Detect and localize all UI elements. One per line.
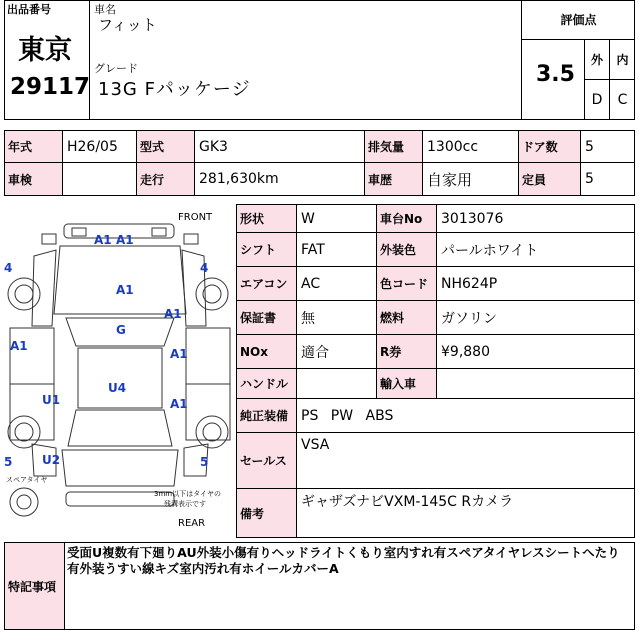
mark-front-a1-left: A1 — [94, 233, 112, 247]
tire-note-2: 残溝表示です — [164, 500, 206, 508]
front-text: FRONT — [178, 212, 213, 223]
model: GK3 — [195, 131, 365, 163]
mark-hood: A1 — [116, 283, 134, 297]
grade: 13G Fパッケージ — [98, 79, 251, 100]
year-label: 年式 — [5, 131, 63, 163]
remarks-text: 受面U複数有下廻りAU外装小傷有りヘッドライトくもり室内すれ有スペアタイヤレスシートへたり有外装うすい線キズ室内汚れ有ホイールカバーA — [67, 545, 620, 576]
mark-rear-door-right: A1 — [170, 397, 188, 411]
grade-label: グレード — [94, 62, 138, 75]
color-code: NH624P — [437, 267, 634, 301]
car-name-label: 車名 — [94, 3, 116, 16]
import-label: 輸入車 — [377, 369, 437, 399]
int-grade: C — [609, 80, 635, 120]
chassis: 3013076 — [437, 205, 634, 233]
damage-diagram — [4, 206, 236, 534]
rear-text: REAR — [178, 518, 206, 529]
ac-label: エアコン — [237, 267, 297, 301]
steering-label: ハンドル — [237, 369, 297, 399]
history: 自家用 — [423, 163, 519, 195]
notes-label: 備考 — [237, 489, 297, 537]
inspection — [63, 163, 137, 195]
year: H26/05 — [63, 131, 137, 163]
nox-label: NOx — [237, 335, 297, 369]
details-table — [236, 204, 635, 538]
notes: ギャザズナビVXM-145C Rカメラ — [301, 494, 514, 510]
mileage: 281,630km — [195, 163, 365, 195]
doors: 5 — [581, 131, 634, 163]
lot-number-cell — [4, 0, 90, 120]
inspection-label: 車検 — [5, 163, 63, 195]
import — [437, 369, 634, 399]
color: パールホワイト — [437, 233, 634, 267]
car-name-cell — [90, 0, 522, 120]
mark-left-fender: A1 — [10, 339, 28, 353]
displacement-label: 排気量 — [365, 131, 423, 163]
recycle-label: R券 — [377, 335, 437, 369]
score-label: 評価点 — [522, 0, 635, 40]
mark-tire-fl: 4 — [4, 261, 13, 275]
car-name: フィット — [98, 16, 157, 34]
mark-tire-rl: 5 — [4, 455, 13, 469]
score-cell — [522, 0, 635, 120]
tire-note-1: 3mm以下はタイヤの — [154, 490, 221, 498]
fuel: ガソリン — [437, 301, 634, 335]
doors-label: ドア数 — [519, 131, 581, 163]
fuel-label: 燃料 — [377, 301, 437, 335]
shape-label: 形状 — [237, 205, 297, 233]
mark-tire-fr: 4 — [200, 261, 209, 275]
specs-table — [4, 130, 635, 196]
sales: VSA — [297, 433, 634, 489]
nox: 適合 — [297, 335, 377, 369]
shift-label: シフト — [237, 233, 297, 267]
mark-right-door: A1 — [170, 347, 188, 361]
ac: AC — [297, 267, 377, 301]
mark-tire-rr: 5 — [200, 455, 209, 469]
mileage-label: 走行 — [137, 163, 195, 195]
chassis-label: 車台No — [377, 205, 437, 233]
capacity: 5 — [585, 171, 594, 187]
steering — [297, 369, 377, 399]
displacement: 1300cc — [423, 131, 519, 163]
int-label: 内 — [609, 40, 635, 80]
score: 3.5 — [536, 62, 575, 87]
recycle: ¥9,880 — [437, 335, 634, 369]
mark-front-a1-right: A1 — [116, 233, 134, 247]
shape: W — [297, 205, 377, 233]
color-label: 外装色 — [377, 233, 437, 267]
history-label: 車歴 — [365, 163, 423, 195]
lot-label: 出品番号 — [7, 3, 51, 16]
equipment-label: 純正装備 — [237, 399, 297, 433]
capacity-label: 定員 — [519, 163, 581, 195]
sales-label: セールス — [237, 433, 297, 489]
mark-left-rear: U1 — [42, 393, 61, 407]
remarks-label: 特記事項 — [5, 543, 65, 629]
mark-trunk: U4 — [108, 381, 127, 395]
shift: FAT — [297, 233, 377, 267]
mark-right-fender: A1 — [164, 307, 182, 321]
ext-grade: D — [584, 80, 609, 120]
warranty-label: 保証書 — [237, 301, 297, 335]
model-label: 型式 — [137, 131, 195, 163]
color-code-label: 色コード — [377, 267, 437, 301]
equipment: PS PW ABS — [297, 399, 634, 433]
ext-label: 外 — [584, 40, 609, 80]
venue: 東京 — [18, 35, 72, 66]
mark-rear-bumper: U2 — [42, 453, 61, 467]
warranty: 無 — [297, 301, 377, 335]
spare-label: スペアタイヤ — [6, 476, 48, 484]
lot-number: 29117 — [10, 74, 91, 100]
mark-roof: G — [116, 323, 126, 337]
car-diagram-svg — [4, 206, 236, 534]
remarks-box — [4, 542, 635, 630]
